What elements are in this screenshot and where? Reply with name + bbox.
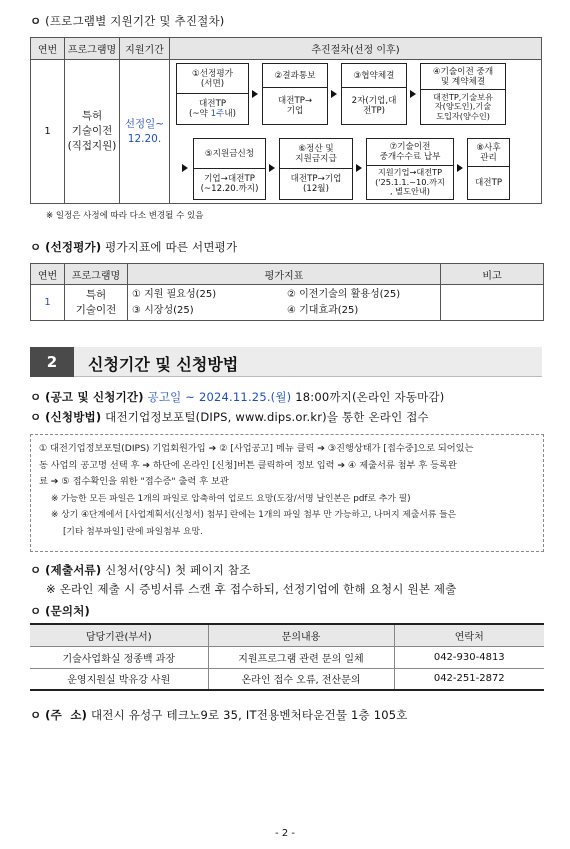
col-header-topic: 문의내용 bbox=[208, 624, 394, 646]
contact-dept: 운영지원실 박유강 사원 bbox=[67, 675, 171, 687]
col-header-indicators: 평가지표 bbox=[128, 264, 441, 285]
row-no: 1 bbox=[31, 285, 65, 321]
table-row bbox=[30, 668, 544, 690]
col-header-procedure: 추진절차(선정 이후) bbox=[170, 38, 542, 60]
step-title: ①선정평가 (서면) bbox=[177, 64, 248, 94]
procedure-note: ※ 가능한 모든 파일은 1개의 파일로 압축하여 업로드 요망(도장/서명 날인본은 pdf로 추가 필) bbox=[51, 493, 411, 504]
step-title: ⑤지원금신청 bbox=[194, 139, 265, 169]
step-box-2 bbox=[262, 63, 328, 125]
section-heading-support-period: ㅇ (프로그램별 지원기간 및 추진절차) bbox=[30, 14, 225, 28]
address-line: ㅇ (주 소) 대전시 유성구 테크노9로 35, IT전용벤처타운건물 1층 105호 bbox=[30, 708, 408, 722]
step-title: ⑦기술이전 중개수수료 납부 bbox=[367, 139, 453, 166]
contact-heading: ㅇ (문의처) bbox=[30, 604, 91, 618]
col-header-period: 지원기간 bbox=[120, 38, 170, 60]
contact-table bbox=[30, 623, 544, 691]
step-box-5 bbox=[193, 138, 266, 200]
step-title: ③협약체결 bbox=[342, 64, 406, 88]
evaluation-table bbox=[30, 263, 544, 321]
row-program: 특허 기술이전 bbox=[65, 285, 128, 321]
step-detail: 기업→대전TP (~12.20.까지) bbox=[200, 174, 259, 194]
indicator-2: ② 이전기술의 활용성(25) bbox=[287, 288, 401, 300]
required-docs-line: ㅇ (제출서류) 신청서(양식) 첫 페이지 참조 bbox=[30, 563, 251, 577]
step-title: ④기술이전 중개 및 계약체결 bbox=[421, 64, 505, 90]
section-number: 2 bbox=[30, 347, 74, 377]
step-title: ②결과통보 bbox=[263, 64, 327, 88]
step-box-7 bbox=[366, 138, 454, 200]
arrow-right-icon bbox=[182, 164, 188, 172]
col-header-program: 프로그램명 bbox=[65, 264, 128, 285]
arrow-right-icon bbox=[457, 164, 463, 172]
apply-method-line: ㅇ (신청방법) 대전기업정보포털(DIPS, www.dips.or.kr)을 통한 온라인 접수 bbox=[30, 410, 429, 424]
row-no: 1 bbox=[31, 60, 65, 204]
procedure-line: 료 ➔ ⑤ 접수확인을 위한 "접수증" 출력 후 보관 bbox=[39, 476, 229, 487]
step-detail: 대전TP bbox=[474, 178, 503, 188]
contact-dept: 기술사업화실 정종백 과장 bbox=[30, 646, 208, 668]
step-box-6 bbox=[279, 138, 353, 200]
page-number: - 2 - bbox=[275, 828, 295, 839]
step-detail: 대전TP,기술보유 자(양도인),기술 도입자(양수인) bbox=[433, 91, 493, 121]
col-header-no: 연번 bbox=[31, 38, 65, 60]
required-docs-note: ※ 온라인 제출 시 증빙서류 스캔 후 접수하되, 선정기업에 한해 요청시 원본 제출 bbox=[46, 582, 457, 596]
contact-phone: 042-251-2872 bbox=[433, 673, 505, 685]
col-header-phone: 연락처 bbox=[394, 624, 544, 646]
step-title: ⑥정산 및 지원금지급 bbox=[280, 139, 352, 169]
arrow-right-icon bbox=[252, 90, 258, 98]
procedure-note: ※ 상기 ④단계에서 [사업계획서(신청서) 첨부] 란에는 1개의 파일 첨부 만 가능하고, 나머지 제출서류 들은 bbox=[51, 510, 457, 520]
step-box-3 bbox=[341, 63, 407, 125]
application-procedure-box bbox=[30, 434, 544, 552]
arrow-right-icon bbox=[331, 90, 337, 98]
section-heading-evaluation: ㅇ (선정평가) 평가지표에 따른 서면평가 bbox=[30, 240, 238, 254]
section-title: 신청기간 및 신청방법 bbox=[88, 355, 239, 374]
arrow-right-icon bbox=[269, 164, 275, 172]
arrow-right-icon bbox=[410, 90, 416, 98]
col-header-no: 연번 bbox=[31, 264, 65, 285]
table-row bbox=[30, 646, 544, 668]
contact-topic: 온라인 접수 오류, 전산문의 bbox=[208, 668, 394, 690]
contact-topic: 지원프로그램 관련 문의 일체 bbox=[208, 646, 394, 668]
indicator-4: ④ 기대효과(25) bbox=[287, 304, 359, 316]
row-indicators bbox=[128, 285, 441, 321]
schedule-note: ※ 일정은 사정에 따라 다소 변경될 수 있음 bbox=[46, 211, 204, 221]
step-box-8 bbox=[467, 138, 510, 200]
step-detail: 2자(기업,대 전TP) bbox=[351, 96, 397, 116]
step-title: ⑧사후 관리 bbox=[468, 139, 509, 167]
procedure-note: [기타 첨부파일] 란에 파일첨부 요망. bbox=[63, 526, 203, 537]
col-header-remark: 비고 bbox=[441, 264, 544, 285]
row-program: 특허 기술이전 (직접지원) bbox=[65, 60, 120, 204]
indicator-3: ③ 시장성(25) bbox=[132, 304, 194, 316]
section-title-bar bbox=[30, 347, 542, 377]
step-detail: 대전TP (~약 1주내) bbox=[188, 99, 237, 119]
arrow-right-icon bbox=[356, 164, 362, 172]
step-box-1 bbox=[176, 63, 249, 125]
step-detail: 대전TP→기업 (12월) bbox=[290, 174, 342, 194]
row-remark bbox=[441, 285, 544, 321]
step-box-4 bbox=[420, 63, 506, 125]
contact-phone: 042-930-4813 bbox=[394, 646, 544, 668]
procedure-line: 동 사업의 공고명 선택 후 ➔ 하단에 온라인 [신청]버튼 클릭하여 정보 입력 ➔ ④ 제출서류 첨부 후 등록완 bbox=[39, 459, 457, 471]
procedure-line: ① 대전기업정보포털(DIPS) 기업회원가입 ➔ ② [사업공고] 메뉴 클릭 ➔ ③진행상태가 [접수중]으로 되어있는 bbox=[39, 443, 474, 454]
indicator-1: ① 지원 필요성(25) bbox=[132, 288, 217, 300]
step-detail: 대전TP→ 기업 bbox=[277, 96, 313, 116]
step-detail: 지원기업→대전TP ('25.1.1.~10.까지 , 별도안내) bbox=[375, 167, 445, 197]
col-header-program: 프로그램명 bbox=[65, 38, 120, 60]
col-header-dept: 담당기관(부서) bbox=[30, 624, 208, 646]
row-period: 선정일~ 12.20. bbox=[120, 60, 170, 204]
announce-period-line: ㅇ (공고 및 신청기간) 공고일 ~ 2024.11.25.(월) 18:00까지(온라인 자동마감) bbox=[30, 390, 445, 404]
